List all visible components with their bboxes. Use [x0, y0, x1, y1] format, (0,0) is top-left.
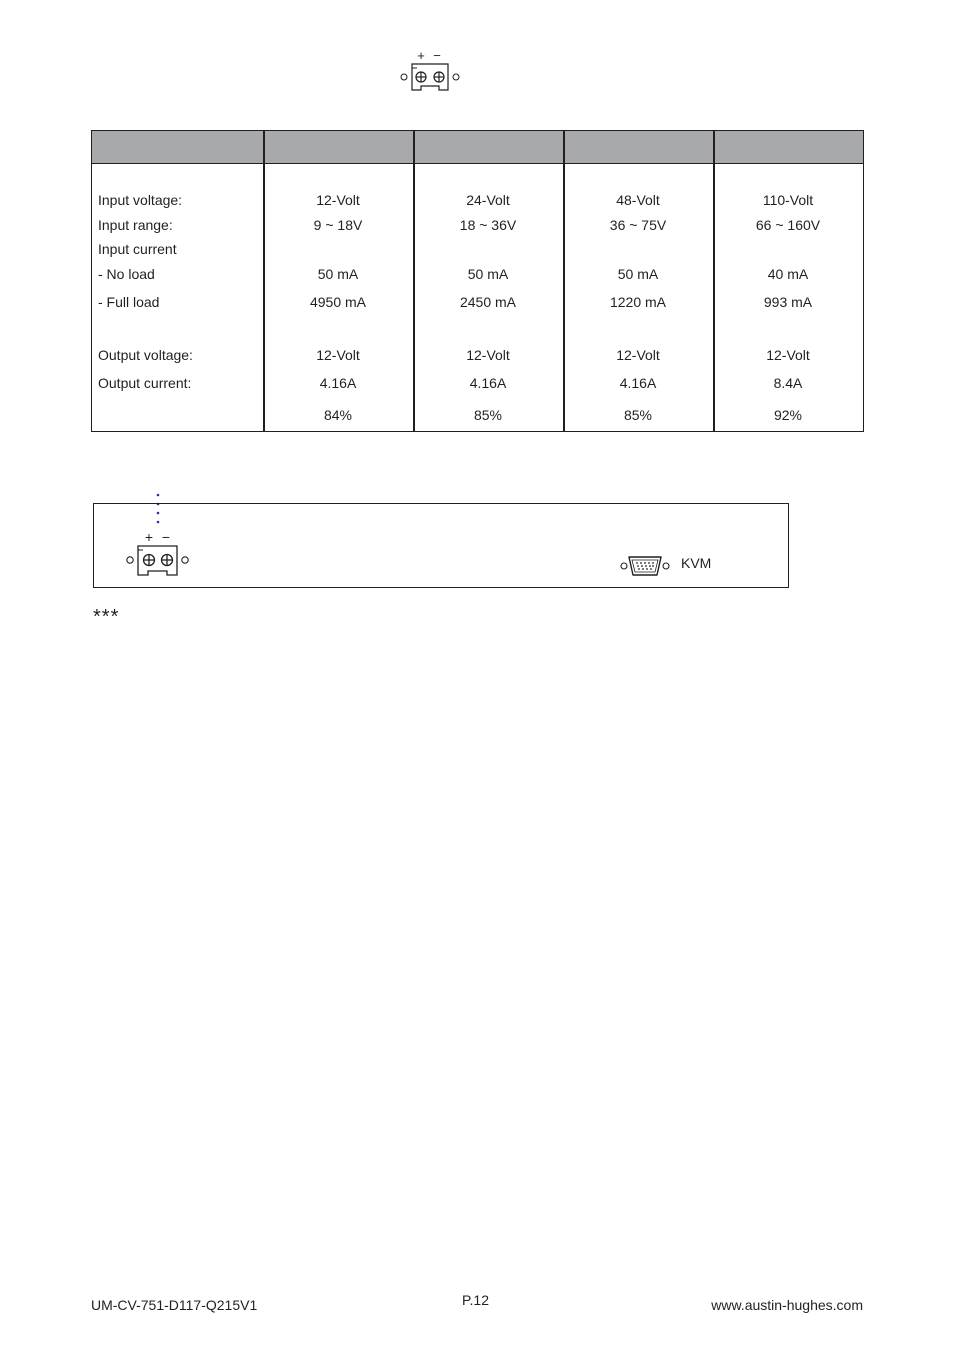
cell-output-current: 4.16A [469, 375, 507, 391]
cell-efficiency: 85% [623, 407, 653, 423]
row-label-input-voltage: Input voltage: [98, 192, 183, 208]
footer-page-number: P.12 [462, 1292, 489, 1308]
table-header-row [92, 131, 863, 164]
power-spec-table [91, 130, 864, 432]
cell-output-current: 4.16A [619, 375, 657, 391]
cell-efficiency: 92% [773, 407, 803, 423]
cell-full-load: 2450 mA [459, 294, 517, 310]
cell-full-load: 4950 mA [309, 294, 367, 310]
terminal-block-icon [398, 48, 462, 99]
cell-output-current: 8.4A [773, 375, 803, 391]
cell-input-range: 36 ~ 75V [609, 217, 667, 233]
footer-document-id: UM-CV-751-D117-Q215V1 [91, 1297, 258, 1313]
cell-no-load: 50 mA [617, 266, 659, 282]
minus-label: − [161, 530, 171, 545]
cell-input-range: 18 ~ 36V [459, 217, 517, 233]
cell-efficiency: 85% [473, 407, 503, 423]
cell-input-voltage: 110-Volt [762, 192, 814, 208]
row-label-output-voltage: Output voltage: [98, 347, 193, 363]
minus-label: − [433, 48, 441, 63]
footer-website: www.austin-hughes.com [711, 1297, 863, 1313]
row-label-no-load: - No load [98, 266, 155, 282]
cell-full-load: 1220 mA [609, 294, 667, 310]
rear-panel-diagram [93, 503, 789, 588]
kvm-port-label: KVM [681, 555, 712, 571]
row-label-input-current: Input current [98, 241, 177, 257]
plus-label: + [417, 48, 425, 63]
cell-output-current: 4.16A [319, 375, 357, 391]
cell-full-load: 993 mA [763, 294, 813, 310]
cell-input-range: 66 ~ 160V [755, 217, 821, 233]
cell-input-voltage: 24-Volt [466, 192, 510, 208]
note-marker: *** [93, 606, 120, 628]
row-label-input-range: Input range: [98, 217, 173, 233]
cell-output-voltage: 12-Volt [766, 347, 810, 363]
cell-no-load: 50 mA [467, 266, 509, 282]
vga-port-icon [619, 554, 671, 583]
cell-input-voltage: 12-Volt [316, 192, 360, 208]
cell-output-voltage: 12-Volt [616, 347, 660, 363]
cell-input-voltage: 48-Volt [616, 192, 660, 208]
cell-output-voltage: 12-Volt [466, 347, 510, 363]
cell-efficiency: 84% [323, 407, 353, 423]
row-label-output-current: Output current: [98, 375, 192, 391]
row-label-full-load: - Full load [98, 294, 160, 310]
cell-output-voltage: 12-Volt [316, 347, 360, 363]
cell-no-load: 40 mA [767, 266, 809, 282]
cell-no-load: 50 mA [317, 266, 359, 282]
plus-label: + [144, 530, 154, 545]
cell-input-range: 9 ~ 18V [313, 217, 363, 233]
power-terminal-icon [123, 530, 193, 583]
